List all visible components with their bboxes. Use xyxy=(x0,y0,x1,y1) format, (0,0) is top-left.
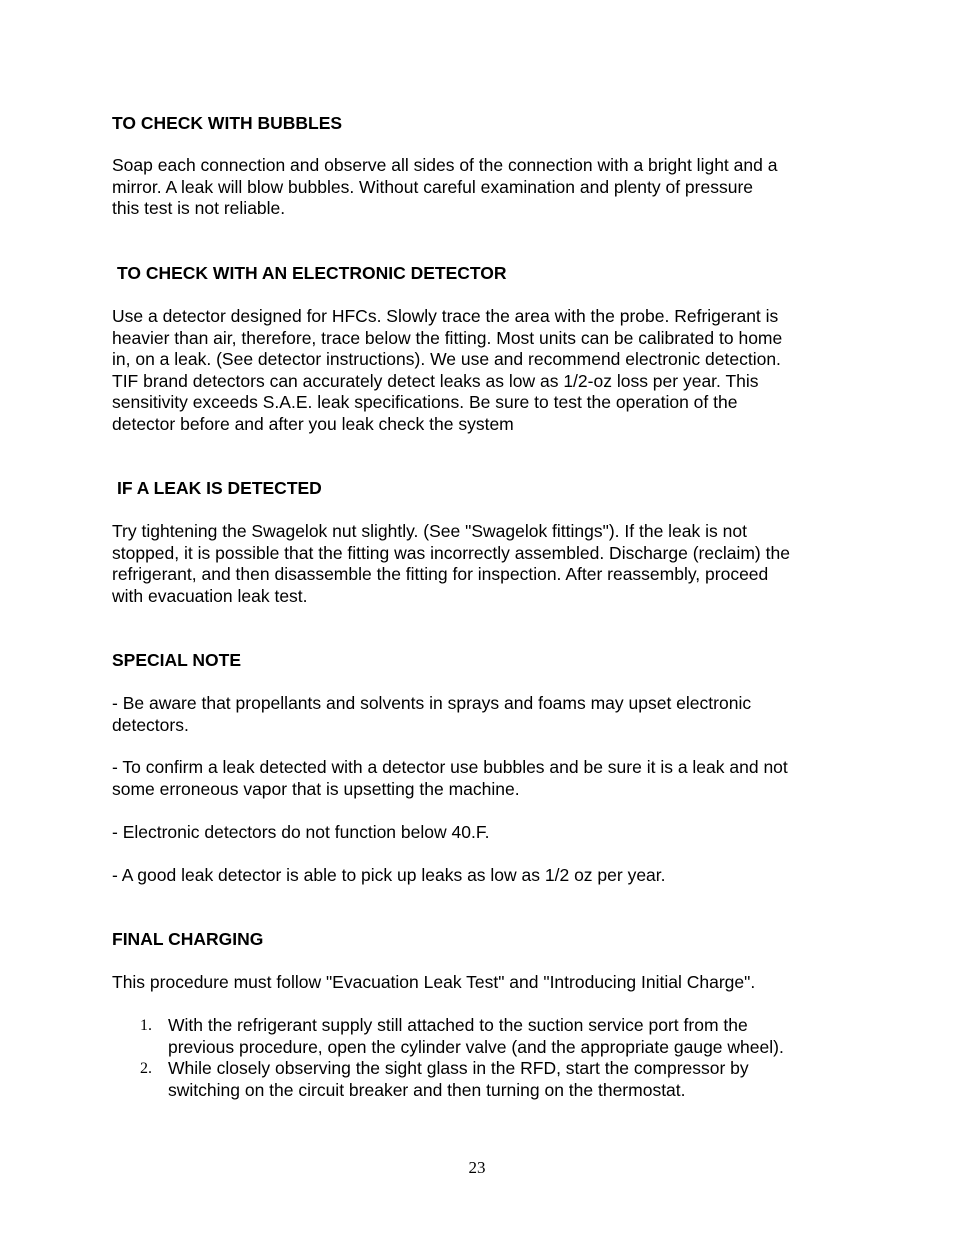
text-line: stopped, it is possible that the fitting was incorrectly assembled. Discharge (reclaim) the xyxy=(112,542,790,563)
text-line: mirror. A leak will blow bubbles. Without careful examination and plenty of pressure xyxy=(112,176,754,197)
text-line: previous procedure, open the cylinder valve (and the appropriate gauge wheel). xyxy=(168,1036,784,1057)
text-line: - Electronic detectors do not function below 40.F. xyxy=(112,822,490,842)
text-line: in, on a leak. (See detector instructions). We use and recommend electronic detection. xyxy=(112,349,781,369)
text-line: - Be aware that propellants and solvents in sprays and foams may upset electronic xyxy=(112,693,752,713)
section-heading-leak-detected: IF A LEAK IS DETECTED xyxy=(117,478,322,498)
text-line: While closely observing the sight glass in the RFD, start the compressor by xyxy=(168,1058,749,1078)
note-temperature xyxy=(112,822,842,844)
text-line: sensitivity exceeds S.A.E. leak specifications. Be sure to test the operation of the xyxy=(112,392,738,412)
list-item-text xyxy=(168,1015,848,1058)
list-number: 1. xyxy=(140,1017,152,1034)
text-line: - To confirm a leak detected with a detector use bubbles and be sure it is a leak and not xyxy=(112,757,788,777)
text-line: detectors. xyxy=(112,714,189,735)
note-good-detector xyxy=(112,865,842,887)
paragraph-bubbles xyxy=(112,155,842,220)
text-line: This procedure must follow "Evacuation Leak Test" and "Introducing Initial Charge". xyxy=(112,972,756,992)
text-line: - A good leak detector is able to pick up leaks as low as 1/2 oz per year. xyxy=(112,865,666,885)
paragraph-leak-detected xyxy=(112,521,842,607)
text-line: Use a detector designed for HFCs. Slowly trace the area with the probe. Refrigerant is xyxy=(112,306,779,326)
text-line: this test is not reliable. xyxy=(112,198,286,218)
text-line: TIF brand detectors can accurately detect leaks as low as 1/2-oz loss per year. This xyxy=(112,370,759,391)
section-heading-special-note: SPECIAL NOTE xyxy=(112,650,242,670)
note-confirm-leak xyxy=(112,757,842,800)
text-line: Soap each connection and observe all sides of the connection with a bright light and a xyxy=(112,155,778,175)
paragraph-final-charging xyxy=(112,972,842,994)
text-line: detector before and after you leak check the system xyxy=(112,413,514,434)
section-heading-bubbles: TO CHECK WITH BUBBLES xyxy=(112,113,343,133)
page-number: 23 xyxy=(468,1158,486,1177)
note-propellants xyxy=(112,693,842,736)
paragraph-electronic-detector xyxy=(112,306,842,435)
section-heading-electronic-detector: TO CHECK WITH AN ELECTRONIC DETECTOR xyxy=(117,263,507,283)
section-heading-final-charging: FINAL CHARGING xyxy=(112,929,264,949)
list-item-text xyxy=(168,1058,848,1101)
text-line: With the refrigerant supply still attached to the suction service port from the xyxy=(168,1015,748,1035)
text-line: switching on the circuit breaker and then turning on the thermostat. xyxy=(168,1079,686,1100)
list-number: 2. xyxy=(140,1060,152,1077)
text-line: Try tightening the Swagelok nut slightly. (See "Swagelok fittings"). If the leak is not xyxy=(112,521,747,541)
text-line: with evacuation leak test. xyxy=(112,585,308,606)
text-line: some erroneous vapor that is upsetting the machine. xyxy=(112,778,520,799)
text-line: refrigerant, and then disassemble the fitting for inspection. After reassembly, proceed xyxy=(112,564,769,584)
text-line: heavier than air, therefore, trace below the fitting. Most units can be calibrated to home xyxy=(112,327,783,348)
